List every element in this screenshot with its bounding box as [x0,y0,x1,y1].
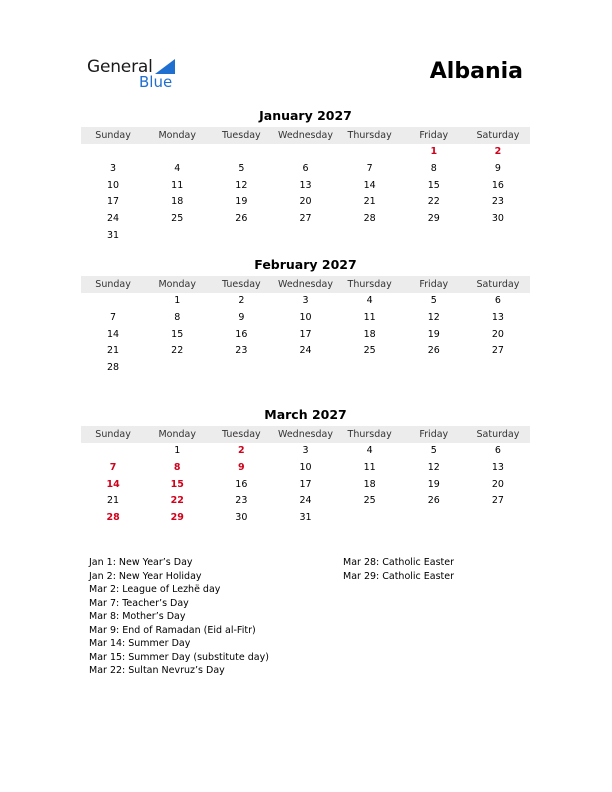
day-cell: 2 [238,295,245,306]
month-january [81,106,530,245]
holiday-entry: Jan 2: New Year Holiday [89,570,202,582]
weekday-header [81,426,530,443]
holiday-list-right [343,556,454,583]
day-cell: 3 [110,162,117,174]
empty-cell [145,228,209,245]
week-row [81,443,530,460]
weekday-header [81,276,530,293]
day-cell: 30 [235,512,248,524]
day-cell: 30 [491,213,504,225]
day-cell: 7 [110,311,117,323]
day-cell: 4 [366,295,373,306]
day-cell: 19 [427,478,440,490]
day-cell: 31 [107,229,120,241]
month-grid [81,144,530,245]
holiday-list-left [89,556,269,678]
weekday-header [81,127,530,144]
day-cell: 7 [109,461,117,473]
logo-general-text: General [87,57,153,77]
day-cell: 6 [494,445,501,456]
holiday-entry: Mar 14: Summer Day [89,638,191,649]
week-row [81,460,530,477]
day-cell: 21 [107,345,120,357]
day-cell: 24 [299,495,312,507]
day-cell: 16 [235,478,248,490]
empty-cell [209,360,273,377]
week-row [81,310,530,327]
day-cell: 11 [171,179,184,191]
day-cell: 15 [170,478,184,490]
empty-cell [402,360,466,377]
week-row [81,327,530,344]
day-cell: 27 [491,495,504,507]
weekday-label: Thursday [347,429,392,440]
empty-cell [209,144,273,161]
day-cell: 29 [170,512,184,524]
week-row [81,477,530,494]
weekday-label: Tuesday [222,429,261,440]
weekday-label: Sunday [95,130,131,141]
day-cell: 19 [235,196,248,208]
day-cell: 26 [427,495,440,507]
day-cell: 9 [494,162,501,174]
empty-cell [209,228,273,245]
weekday-label: Friday [419,279,449,290]
day-cell: 27 [491,345,504,357]
empty-cell [145,144,209,161]
empty-cell [273,144,337,161]
day-cell: 23 [235,345,248,357]
day-cell: 10 [299,311,312,323]
holiday-entry: Mar 8: Mother’s Day [89,611,186,622]
day-cell: 21 [107,495,120,507]
month-title: January 2027 [259,108,352,123]
empty-cell [81,144,145,161]
weekday-label: Monday [158,279,196,290]
day-cell: 17 [299,478,312,490]
logo-triangle-icon [155,59,175,74]
weekday-label: Saturday [476,279,520,290]
weekday-label: Sunday [95,429,131,440]
week-row [81,194,530,211]
day-cell: 25 [363,495,376,507]
day-cell: 24 [299,345,312,357]
weekday-label: Saturday [476,429,520,440]
day-cell: 16 [235,328,248,340]
week-row [81,360,530,377]
day-cell: 1 [174,295,181,306]
day-cell: 7 [366,162,373,174]
day-cell: 14 [363,179,376,191]
month-grid [81,293,530,377]
empty-cell [466,360,530,377]
month-february [81,255,530,377]
day-cell: 27 [299,213,312,225]
weekday-label: Thursday [347,130,392,141]
day-cell: 29 [427,213,440,225]
empty-cell [273,360,337,377]
weekday-label: Tuesday [222,279,261,290]
day-cell: 17 [107,196,120,208]
day-cell: 14 [106,478,120,490]
month-grid [81,443,530,527]
empty-cell [402,228,466,245]
day-cell: 22 [171,345,184,357]
empty-cell [81,443,145,460]
day-cell: 23 [491,196,504,208]
day-cell: 8 [173,461,181,473]
holiday-entry: Mar 9: End of Ramadan (Eid al-Fitr) [89,624,256,636]
weekday-label: Sunday [95,279,131,290]
month-title: March 2027 [264,407,347,422]
week-row [81,293,530,310]
weekday-label: Monday [158,429,196,440]
day-cell: 10 [107,179,120,191]
day-cell: 9 [238,311,245,323]
day-cell: 6 [494,295,501,306]
weekday-label: Monday [158,130,196,141]
empty-cell [466,510,530,527]
week-row [81,161,530,178]
empty-cell [338,228,402,245]
day-cell: 15 [427,179,440,191]
empty-cell [402,510,466,527]
empty-cell [466,228,530,245]
day-cell: 3 [302,295,309,306]
generalblue-logo [87,56,197,92]
day-cell: 8 [430,162,437,174]
day-cell: 16 [491,179,504,191]
week-row [81,343,530,360]
logo-blue-text: Blue [139,73,173,91]
day-cell: 20 [299,196,312,208]
day-cell: 1 [430,146,438,157]
weekday-label: Wednesday [277,279,333,290]
day-cell: 6 [302,162,309,174]
empty-cell [81,293,145,310]
day-cell: 11 [363,311,376,323]
week-row [81,211,530,228]
day-cell: 25 [171,213,184,225]
day-cell: 5 [430,445,437,456]
empty-cell [338,510,402,527]
day-cell: 31 [299,512,312,524]
day-cell: 28 [107,362,120,374]
empty-cell [338,360,402,377]
day-cell: 15 [171,328,184,340]
day-cell: 10 [299,461,312,473]
weekday-label: Wednesday [277,130,333,141]
month-title: February 2027 [254,257,357,272]
day-cell: 19 [427,328,440,340]
empty-cell [273,228,337,245]
day-cell: 9 [238,461,245,473]
day-cell: 23 [235,495,248,507]
day-cell: 8 [174,311,181,323]
day-cell: 28 [363,213,376,225]
weekday-label: Saturday [476,130,520,141]
day-cell: 22 [427,196,440,208]
day-cell: 20 [491,328,504,340]
day-cell: 28 [106,512,120,524]
week-row [81,178,530,195]
day-cell: 26 [427,345,440,357]
day-cell: 26 [235,213,248,225]
day-cell: 25 [363,345,376,357]
day-cell: 12 [427,461,440,473]
day-cell: 5 [238,162,245,174]
day-cell: 18 [363,328,376,340]
empty-cell [145,360,209,377]
day-cell: 1 [174,445,181,456]
day-cell: 17 [299,328,312,340]
holiday-entry: Jan 1: New Year’s Day [89,557,193,568]
holiday-entry: Mar 15: Summer Day (substitute day) [89,651,269,663]
holiday-entry: Mar 2: League of Lezhë day [89,584,221,595]
day-cell: 13 [299,179,312,191]
week-row [81,144,530,161]
day-cell: 13 [491,311,504,323]
holiday-entry: Mar 29: Catholic Easter [343,570,455,582]
country-title: Albania [429,59,523,84]
day-cell: 21 [363,196,376,208]
day-cell: 13 [491,461,504,473]
day-cell: 2 [238,445,245,456]
weekday-label: Friday [419,130,449,141]
weekday-label: Friday [419,429,449,440]
day-cell: 18 [171,196,184,208]
week-row [81,510,530,527]
day-cell: 11 [363,461,376,473]
empty-cell [338,144,402,161]
weekday-label: Thursday [347,279,392,290]
day-cell: 22 [170,495,184,507]
week-row [81,493,530,510]
month-march [81,405,530,527]
day-cell: 18 [363,478,376,490]
weekday-label: Tuesday [222,130,261,141]
day-cell: 20 [491,478,504,490]
weekday-label: Wednesday [277,429,333,440]
week-row [81,228,530,245]
day-cell: 12 [427,311,440,323]
day-cell: 2 [494,146,502,157]
holiday-entry: Mar 7: Teacher’s Day [89,597,189,609]
holiday-entry: Mar 22: Sultan Nevruz’s Day [89,665,225,676]
day-cell: 12 [235,179,248,191]
day-cell: 5 [430,295,437,306]
day-cell: 3 [302,445,309,456]
day-cell: 4 [174,162,181,174]
day-cell: 24 [107,213,120,225]
holiday-entry: Mar 28: Catholic Easter [343,557,455,568]
day-cell: 14 [107,328,120,340]
day-cell: 4 [366,445,373,456]
